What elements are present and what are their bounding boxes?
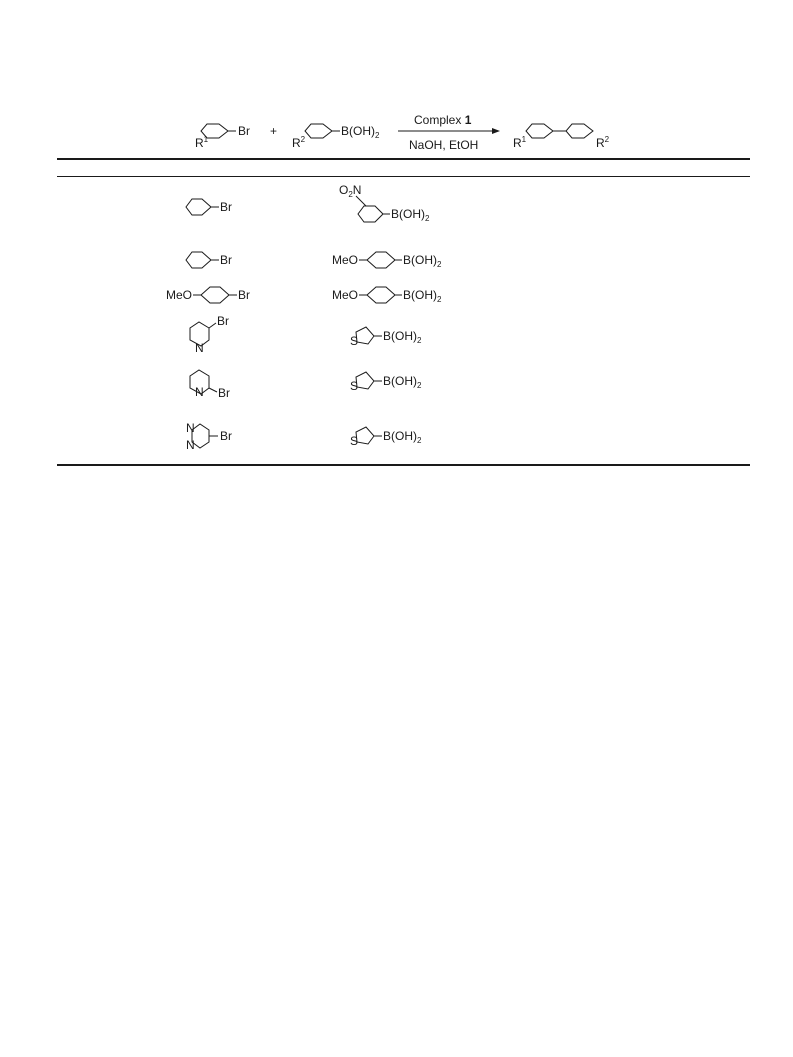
boronic-acid-label: B(OH) — [341, 124, 375, 138]
r2-label: R — [292, 136, 301, 150]
arrow-head-icon — [492, 128, 500, 134]
substrate-table — [0, 170, 793, 470]
halide-label: Br — [217, 314, 229, 328]
group-subscript: 2 — [417, 336, 422, 345]
thiophene-ring-icon — [356, 327, 374, 344]
reactant-aryl-bromide — [195, 124, 250, 150]
substituent-label: O — [339, 183, 349, 197]
svg-text:B(OH)2 — [383, 374, 422, 390]
svg-text:O2N — [339, 183, 361, 199]
r2-superscript: 2 — [300, 135, 306, 144]
aryl-halide-structure — [190, 314, 229, 355]
svg-text:B(OH)2 — [383, 329, 422, 345]
group-subscript: 2 — [417, 381, 422, 390]
table-row — [186, 252, 442, 269]
heteroatom-label: S — [350, 379, 359, 393]
svg-text:B(OH)2 — [383, 429, 422, 445]
group-subscript: 2 — [417, 436, 422, 445]
halide-label: Br — [220, 429, 232, 443]
substituent-tail-label: N — [352, 183, 362, 197]
substituent-subscript: 2 — [348, 190, 353, 199]
product-biaryl — [513, 124, 610, 150]
halide-label: Br — [218, 386, 230, 400]
group-label: B(OH) — [403, 288, 437, 302]
group-subscript: 2 — [437, 260, 442, 269]
aryl-halide-structure — [186, 421, 232, 452]
svg-text:B(OH)2 — [341, 124, 380, 140]
table-top-rule — [57, 158, 750, 160]
product-r1-label: R — [513, 136, 522, 150]
catalyst-number: 1 — [464, 113, 472, 127]
substituent-label: MeO — [166, 288, 193, 302]
table-row — [186, 183, 430, 223]
benzene-ring-icon — [358, 206, 383, 222]
product-r1-superscript: 1 — [521, 135, 527, 144]
benzene-ring-icon — [367, 287, 395, 303]
aryl-halide-structure — [186, 199, 232, 215]
heteroatom-label: N — [195, 385, 204, 399]
aryl-halide-structure — [166, 287, 250, 303]
heteroatom-label: N — [195, 341, 204, 355]
catalyst-label: Complex — [414, 113, 465, 127]
benzene-ring-icon — [526, 124, 553, 138]
boronic-acid-subscript: 2 — [375, 131, 380, 140]
svg-text:R1 — [195, 135, 209, 150]
group-label: B(OH) — [383, 429, 417, 443]
svg-text:Complex 1 — [414, 113, 472, 127]
heteroatom-label: S — [350, 434, 359, 448]
svg-text:B(OH)2 — [391, 207, 430, 223]
boronic-acid-structure — [350, 372, 422, 393]
br-label: Br — [238, 124, 250, 138]
aryl-halide-structure — [186, 252, 232, 268]
benzene-ring-icon — [367, 252, 395, 268]
halide-label: Br — [238, 288, 250, 302]
svg-text:R1 — [513, 135, 527, 150]
r1-superscript: 1 — [203, 135, 209, 144]
product-r2-label: R — [596, 136, 605, 150]
group-label: B(OH) — [403, 253, 437, 267]
svg-text:R2 — [292, 135, 306, 150]
reaction-scheme — [0, 0, 793, 160]
boronic-acid-structure — [350, 427, 422, 448]
benzene-ring-icon — [201, 287, 229, 303]
heteroatom-label: N — [186, 438, 195, 452]
conditions-label: NaOH, EtOH — [409, 138, 479, 152]
product-r2-superscript: 2 — [604, 135, 610, 144]
aryl-halide-structure — [190, 370, 230, 400]
boronic-acid-structure — [339, 183, 430, 223]
thiophene-ring-icon — [356, 427, 374, 444]
benzene-ring-icon — [305, 124, 332, 138]
benzene-ring-icon — [566, 124, 593, 138]
heteroatom-label: N — [186, 421, 195, 435]
svg-text:R2 — [596, 135, 610, 150]
halide-label: Br — [220, 200, 232, 214]
benzene-ring-icon — [186, 252, 211, 268]
halide-label: Br — [220, 253, 232, 267]
reaction-arrow — [398, 113, 500, 152]
group-subscript: 2 — [425, 214, 430, 223]
svg-text:B(OH)2 — [403, 253, 442, 269]
svg-text:B(OH)2 — [403, 288, 442, 304]
substituent-label: MeO — [332, 288, 359, 302]
group-subscript: 2 — [437, 295, 442, 304]
plus-sign: + — [270, 124, 278, 138]
group-label: B(OH) — [391, 207, 425, 221]
boronic-acid-structure — [332, 252, 442, 269]
substituent-label: MeO — [332, 253, 359, 267]
group-label: B(OH) — [383, 329, 417, 343]
r1-label: R — [195, 136, 204, 150]
benzene-ring-icon — [186, 199, 211, 215]
table-row — [186, 421, 422, 452]
boronic-acid-structure — [350, 327, 422, 348]
heteroatom-label: S — [350, 334, 359, 348]
group-label: B(OH) — [383, 374, 417, 388]
reactant-boronic-acid — [292, 124, 380, 150]
table-row — [190, 314, 422, 355]
table-row — [190, 370, 422, 400]
thiophene-ring-icon — [356, 372, 374, 389]
boronic-acid-structure — [332, 287, 442, 304]
table-row — [166, 287, 442, 304]
